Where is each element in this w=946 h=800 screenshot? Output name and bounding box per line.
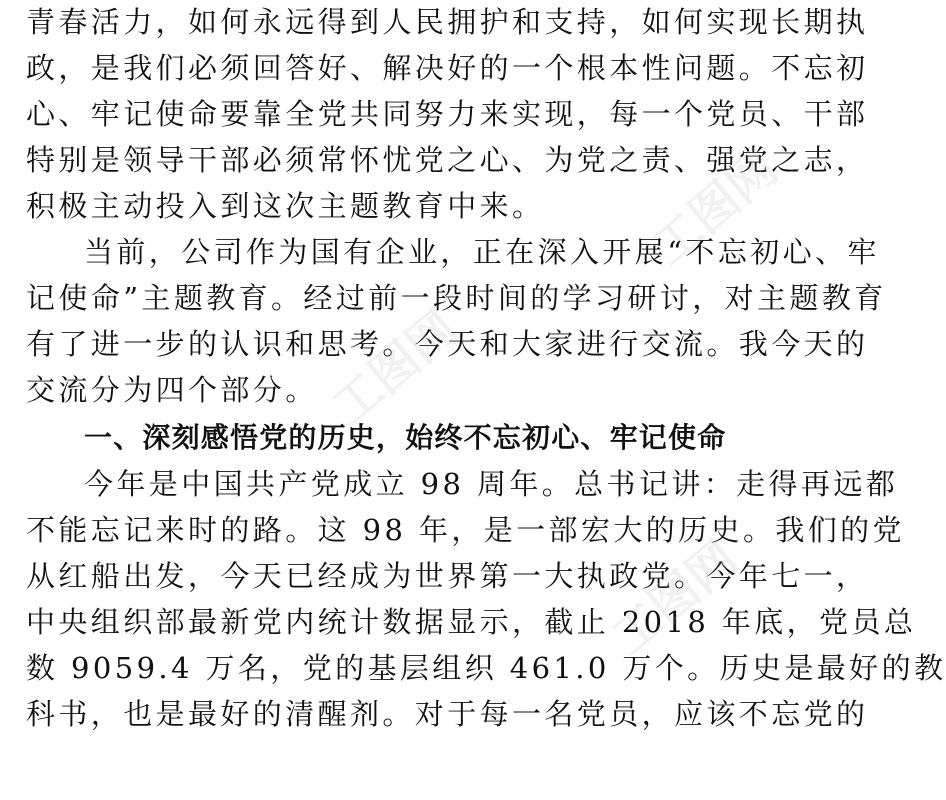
body-text-line: 交流分为四个部分。 (26, 373, 318, 407)
body-text-line: 特别是领导干部必须常怀忧党之心、为党之责、强党之志， (26, 143, 869, 177)
body-text-line: 有了进一步的认识和思考。今天和大家进行交流。我今天的 (26, 327, 869, 361)
section-heading: 一、深刻感悟党的历史，始终不忘初心、牢记使命 (84, 421, 727, 454)
body-text-line: 政，是我们必须回答好、解决好的一个根本性问题。不忘初 (26, 51, 869, 85)
body-text-line: 科书，也是最好的清醒剂。对于每一名党员，应该不忘党的 (26, 697, 869, 731)
watermark: 工图网 (641, 140, 789, 276)
watermark: 工图网 (601, 530, 749, 666)
body-text-line: 积极主动投入到这次主题教育中来。 (26, 189, 545, 223)
body-text-line: 中央组织部最新党内统计数据显示，截止 2018 年底，党员总 (26, 605, 917, 639)
body-text-line: 心、牢记使命要靠全党共同努力来实现，每一个党员、干部 (26, 97, 869, 131)
paragraph-first-line: 今年是中国共产党成立 98 周年。总书记讲：走得再远都 (84, 467, 899, 501)
body-text-line: 从红船出发，今天已经成为世界第一大执政党。今年七一， (26, 559, 869, 593)
body-text-line: 数 9059.4 万名，党的基层组织 461.0 万个。历史是最好的教 (26, 651, 946, 685)
body-text-line: 记使命”主题教育。经过前一段时间的学习研讨，对主题教育 (26, 281, 887, 315)
body-text-line: 青春活力，如何永远得到人民拥护和支持，如何实现长期执 (26, 5, 869, 39)
paragraph-first-line: 当前，公司作为国有企业，正在深入开展“不忘初心、牢 (84, 235, 880, 269)
watermark: 工图网 (321, 300, 469, 436)
body-text-line: 不能忘记来时的路。这 98 年，是一部宏大的历史。我们的党 (26, 513, 905, 547)
